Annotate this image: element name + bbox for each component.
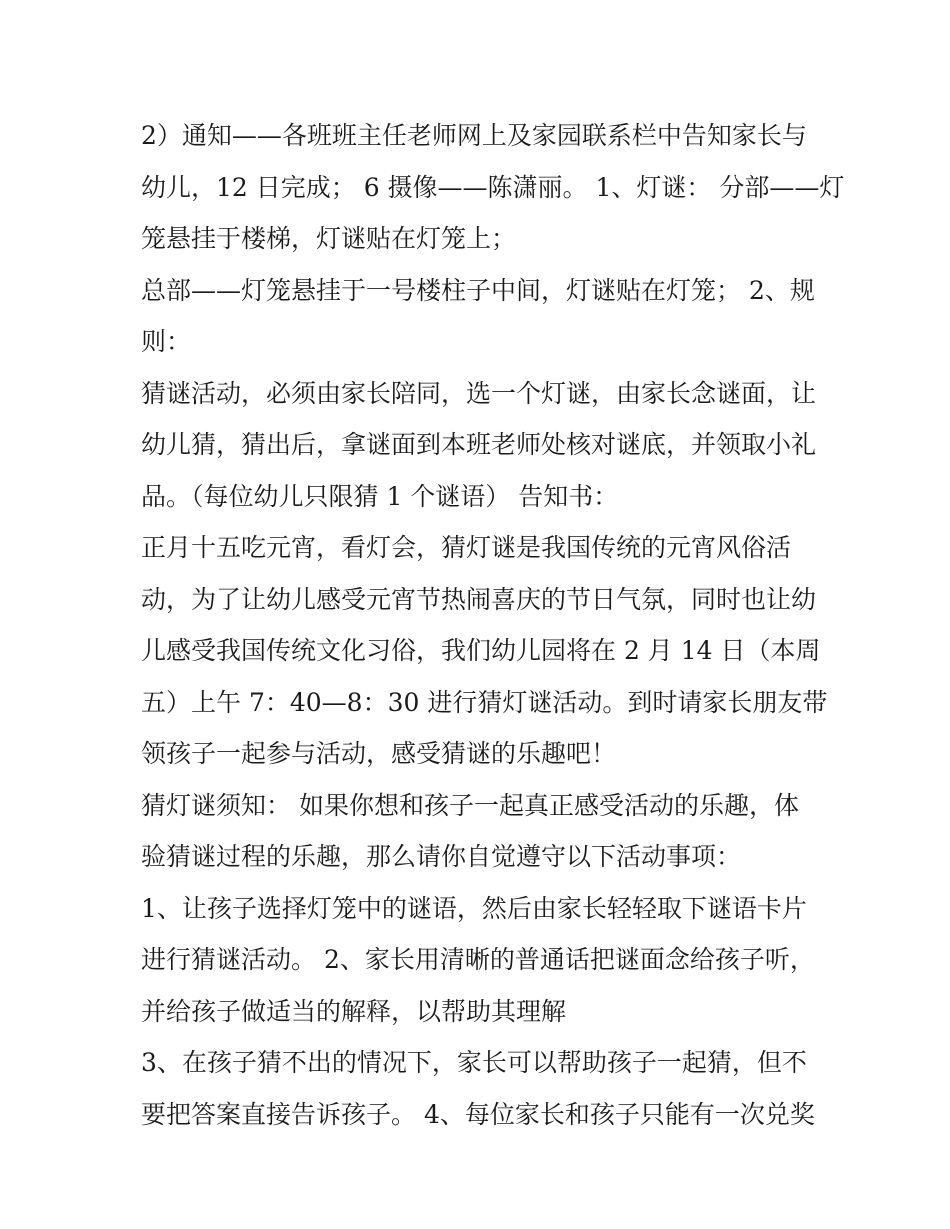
- text-line: 猜灯谜须知： 如果你想和孩子一起真正感受活动的乐趣，体: [141, 790, 799, 820]
- body-text: [141, 110, 845, 1140]
- text-line: 2）通知——各班班主任老师网上及家园联系栏中告知家长与: [141, 121, 807, 150]
- text-line: 并给孩子做适当的解释，以帮助其理解: [141, 996, 567, 1026]
- text-line: 要把答案直接告诉孩子。 4、每位家长和孩子只能有一次兑奖: [141, 1099, 815, 1129]
- text-line: 正月十五吃元宵，看灯会，猜灯谜是我国传统的元宵风俗活: [141, 533, 792, 562]
- text-line: 幼儿猜，猜出后，拿谜面到本班老师处核对谜底，并领取小礼: [141, 430, 817, 459]
- text-line: 动，为了让幼儿感受元宵节热闹喜庆的节日气氛，同时也让幼: [141, 584, 817, 614]
- text-line: 猜谜活动，必须由家长陪同，选一个灯谜，由家长念谜面，让: [141, 378, 817, 408]
- text-line: 验猜谜过程的乐趣，那么请你自觉遵守以下活动事项：: [141, 842, 742, 871]
- text-line: 儿感受我国传统文化习俗，我们幼儿园将在 2 月 14 日（本周: [141, 636, 821, 665]
- text-line: 总部——灯笼悬挂于一号楼柱子中间，灯谜贴在灯笼； 2、规: [141, 275, 815, 305]
- text-line: 进行猜谜活动。 2、家长用清晰的普通话把谜面念给孩子听，: [141, 945, 815, 974]
- text-line: 1、让孩子选择灯笼中的谜语，然后由家长轻轻取下谜语卡片: [141, 893, 807, 923]
- text-line: 则：: [141, 327, 192, 356]
- text-line: 品。（每位幼儿只限猜 1 个谜语） 告知书：: [141, 481, 619, 511]
- text-line: 五）上午 7：40—8：30 进行猜灯谜活动。到时请家长朋友带: [141, 687, 828, 717]
- text-line: 3、在孩子猜不出的情况下，家长可以帮助孩子一起猜，但不: [141, 1048, 807, 1077]
- text-line: 领孩子一起参与活动，感受猜谜的乐趣吧！: [141, 739, 617, 768]
- text-line: 笼悬挂于楼梯，灯谜贴在灯笼上；: [141, 224, 517, 253]
- text-line: 幼儿，12 日完成； 6 摄像——陈潇丽。 1、灯谜： 分部——灯: [141, 172, 845, 202]
